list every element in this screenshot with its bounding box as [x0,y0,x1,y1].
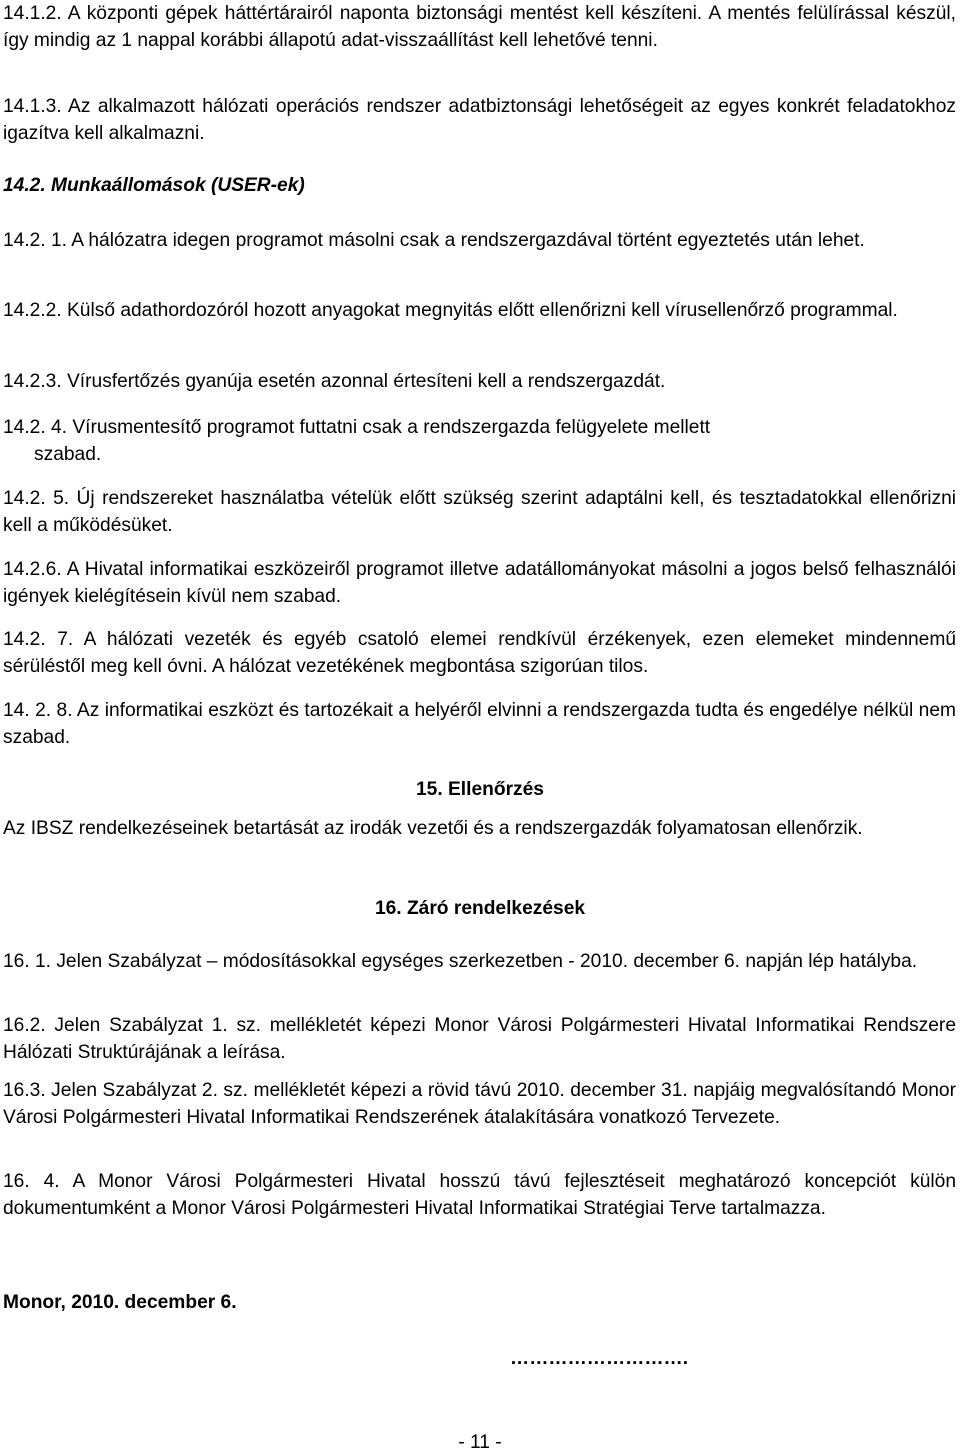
paragraph-14-2-5: 14.2. 5. Új rendszereket használatba vételük előtt szükség szerint adaptálni kell, és tesztadatokkal ellenőrizni kell a működésüket. [3,488,956,536]
paragraph-14-2-2: 14.2.2. Külső adathordozóról hozott anyagokat megnyitás előtt ellenőrizni kell vírusellenőrző programmal. [3,300,898,321]
paragraph-14-2-8: 14. 2. 8. Az informatikai eszközt és tartozékait a helyéről elvinni a rendszergazda tudta és engedélye nélkül nem szabad. [3,700,956,748]
paragraph-14-2-4: 14.2. 4. Vírusmentesítő programot futtatni csak a rendszergazda felügyelete mellett [3,417,711,438]
signature-line: ………………………. [510,1348,689,1369]
paragraph-16-3: 16.3. Jelen Szabályzat 2. sz. mellékletét képezi a rövid távú 2010. december 31. napjáig megvalósítandó Monor Városi Polgármesteri Hivatal Informatikai Rendszerének átalakítására vonatkozó Tervezete. [3,1080,956,1128]
paragraph-16-4: 16. 4. A Monor Városi Polgármesteri Hivatal hosszú távú fejlesztéseit meghatározó koncepciót külön dokumentumként a Monor Városi Polgármesteri Hivatal Informatikai Stratégiai Terve tartalmazza. [3,1171,956,1219]
paragraph-16-1: 16. 1. Jelen Szabályzat – módosításokkal egységes szerkezetben - 2010. december 6. napján lép hatályba. [3,951,918,972]
paragraph-14-2-1: 14.2. 1. A hálózatra idegen programot másolni csak a rendszergazdával történt egyeztetés után lehet. [3,230,865,251]
section-heading-14-2: 14.2. Munkaállomások (USER-ek) [3,175,305,196]
paragraph-15: Az IBSZ rendelkezéseinek betartását az irodák vezetői és a rendszergazdák folyamatosan ellenőrzik. [3,818,863,839]
place-and-date: Monor, 2010. december 6. [3,1292,237,1313]
page-number: - 11 - [458,1432,502,1453]
section-heading-16: 16. Záró rendelkezések [374,898,586,919]
section-heading-15: 15. Ellenőrzés [416,779,544,800]
paragraph-14-1-2: 14.1.2. A központi gépek háttértárairól naponta biztonsági mentést kell készíteni. A mentés felülírással készül, így mindig az 1 nappal korábbi állapotú adat-visszaállítást kell lehetővé tenni. [3,3,956,51]
paragraph-14-2-7: 14.2. 7. A hálózati vezeték és egyéb csatoló elemei rendkívül érzékenyek, ezen elemeket mindennemű sérüléstől meg kell óvni. A hálózat vezetékének megbontása szigorúan tilos. [3,629,956,677]
paragraph-14-2-4-continuation: szabad. [34,444,102,465]
paragraph-14-2-6: 14.2.6. A Hivatal informatikai eszközeiről programot illetve adatállományokat másolni a jogos belső felhasználói igények kielégítésein kívül nem szabad. [3,559,956,607]
paragraph-16-2: 16.2. Jelen Szabályzat 1. sz. mellékletét képezi Monor Városi Polgármesteri Hivatal Informatikai Rendszere Hálózati Struktúrájának a leírása. [3,1015,956,1063]
paragraph-14-1-3: 14.1.3. Az alkalmazott hálózati operációs rendszer adatbiztonsági lehetőségeit az egyes konkrét feladatokhoz igazítva kell alkalmazni. [3,96,956,144]
paragraph-14-2-3: 14.2.3. Vírusfertőzés gyanúja esetén azonnal értesíteni kell a rendszergazdát. [3,371,666,392]
